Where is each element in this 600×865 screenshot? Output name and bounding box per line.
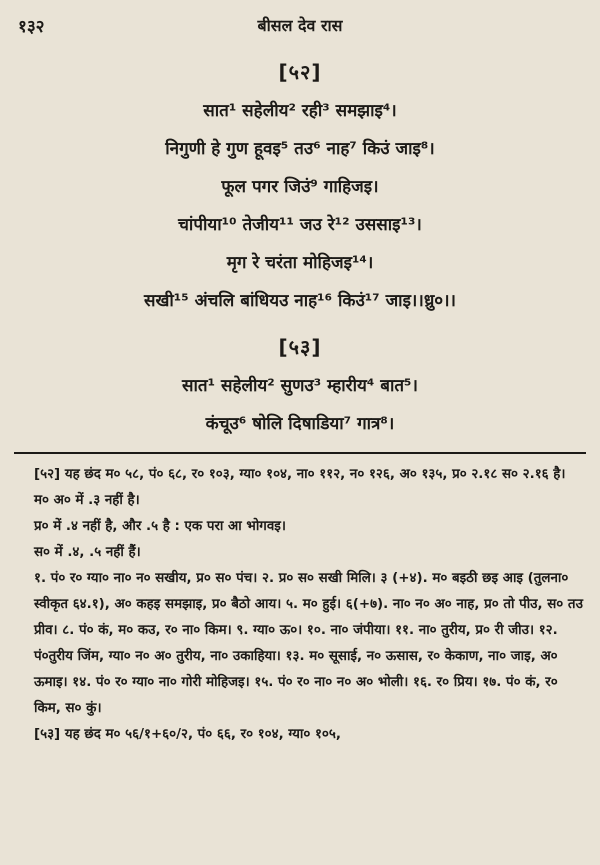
verse-line: निगुणी हे गुण हूवइ⁵ तउ⁶ नाह⁷ किउं जाइ⁸। (165, 139, 435, 159)
page-header (14, 6, 586, 36)
running-title: बीसल देव रास (257, 16, 343, 35)
page-number: १३२ (18, 17, 45, 37)
footnote: [५२] यह छंद म० ५८, पं० ६८, र० १०३, ग्या० १०४, ना० ११२, न० १२६, अ० १३५, प्र० २.१८ स० २.१६ है। (34, 467, 566, 482)
footnote: [५३] यह छंद म० ५६/१+६०/२, पं० ६६, र० १०४, ग्या० १०५, (34, 727, 341, 742)
verse-line: सात¹ सहेलीय² सुणउ³ म्हारीय⁴ बात⁵। (182, 376, 418, 396)
verse-line: सखी¹⁵ अंचलि बांधियउ नाह¹⁶ किउं¹⁷ जाइ।।ध्रु०।। (144, 291, 456, 311)
verse-line: चांपीया¹⁰ तेजीय¹¹ जउ रे¹² उससाइ¹³। (178, 215, 422, 235)
footnote: म० अ० में .३ नहीं है। (34, 493, 140, 508)
verse-number: [५३] (278, 335, 322, 359)
footnote: प्र० में .४ नहीं है, और .५ है : एक परा आ भोगवइ। (34, 519, 286, 534)
verse-number: [५२] (278, 60, 322, 84)
footnote: १. पं० र० ग्या० ना० न० सखीय, प्र० स० पंच। २. प्र० स० सखी मिलि। ३ (+४). म० बइठी छइ आइ (तुलना० स्वीकृत ६४.१), अ० कहइ समझाइ, प्र० बैठो आय। ५. म० हुई। ६(+७). ना० न० अ० नाह, प्र० तो पीउ, स० तउ प्रीव। ८. पं० कं, म० कउ, र० ना० किम। ९. ग्या० ऊ०। १०. ना० जंपीया। ११. ना० तुरीय, प्र० री जीउ। १२. पं०तुरीय जिंम, ग्या० न० अ० तुरीय, ना० उकाहिया। १३. म० सूसाई, न० ऊसास, र० केकाण, ना० जाइ, अ० ऊमाइ। १४. पं० र० ग्या० ना० गोरी मोहिजइ। १५. पं० र० ना० न० अ० भोली। १६. र० प्रिय। १७. पं० कं, र० किम, स० कुं। (34, 571, 583, 716)
verse-53 (14, 333, 586, 436)
footnotes (14, 462, 586, 748)
verse-line: सात¹ सहेलीय² रही³ समझाइ⁴। (203, 101, 397, 121)
verse-line: मृग रे चरंता मोहिजइ¹⁴। (226, 253, 374, 273)
footnote: स० में .४, .५ नहीं हैं। (34, 545, 141, 560)
verse-52 (14, 58, 586, 313)
divider (14, 452, 586, 454)
verse-line: फूल पगर जिउं⁹ गाहिजइ। (221, 177, 379, 197)
verse-line: कंचूउ⁶ षोलि दिषाडिया⁷ गात्र⁸। (205, 414, 395, 434)
